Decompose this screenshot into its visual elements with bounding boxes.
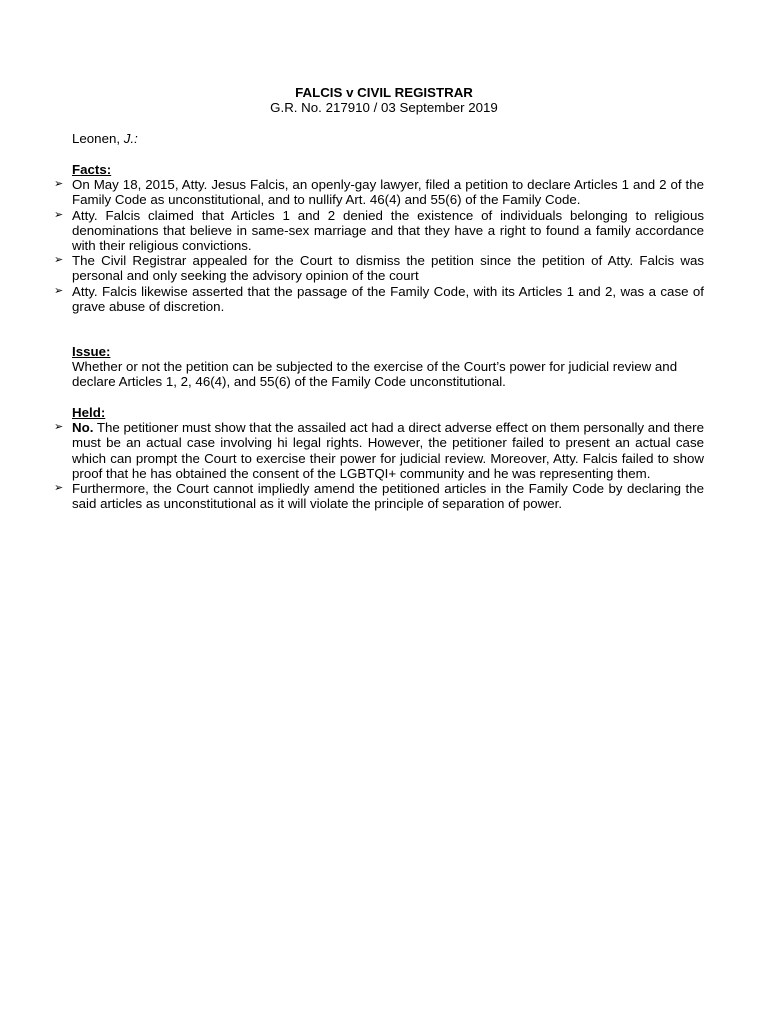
facts-item: [54, 253, 704, 283]
facts-item: [54, 208, 704, 254]
held-section: [54, 405, 704, 511]
arrowhead-bullet-icon: ➢: [54, 254, 64, 267]
facts-list: [54, 177, 704, 314]
facts-item: [54, 177, 704, 207]
ponente: [72, 131, 138, 146]
held-item: [54, 481, 704, 511]
held-item-text: The petitioner must show that the assailed act had a direct adverse effect on them personally and there must be an actual case involving hi legal rights. However, the petitioner failed to present an actual case which can prompt the Court to exercise their power for judicial review. Moreover, Atty. Falcis failed to show proof that he has obtained the consent of the LGBTQI+ community and he was representing them.: [72, 420, 704, 481]
arrowhead-bullet-icon: ➢: [54, 421, 64, 434]
issue-text: Whether or not the petition can be subjected to the exercise of the Court’s power for judicial review and declare Articles 1, 2, 46(4), and 55(6) of the Family Code unconstitutional.: [72, 359, 678, 390]
held-heading: Held:: [72, 405, 106, 420]
held-list: [54, 420, 704, 511]
case-title: FALCIS v CIVIL REGISTRAR: [295, 85, 473, 100]
ponente-suffix: J.:: [123, 131, 138, 146]
held-item-text: Furthermore, the Court cannot impliedly amend the petitioned articles in the Family Code by declaring the said articles as unconstitutional as it will violate the principle of separation of power.: [72, 481, 704, 512]
arrowhead-bullet-icon: ➢: [54, 178, 64, 191]
held-item: [54, 420, 704, 481]
facts-item-text: On May 18, 2015, Atty. Jesus Falcis, an openly-gay lawyer, filed a petition to declare Articles 1 and 2 of the Family Code as unconstitutional, and to nullify Art. 46(4) and 55(6) of the Family Code.: [72, 177, 704, 208]
facts-item-text: Atty. Falcis likewise asserted that the passage of the Family Code, with its Articles 1 and 2, was a case of grave abuse of discretion.: [72, 283, 704, 314]
arrowhead-bullet-icon: ➢: [54, 482, 64, 495]
held-verdict: No.: [72, 420, 94, 436]
facts-item-text: Atty. Falcis claimed that Articles 1 and 2 denied the existence of individuals belonging to religious denominations that believe in same-sex marriage and that they have a right to found a family accordance with their religious convictions.: [72, 207, 704, 254]
case-number: G.R. No. 217910 / 03 September 2019: [270, 100, 498, 115]
ponente-name: Leonen,: [72, 131, 124, 146]
facts-section: [54, 162, 704, 314]
arrowhead-bullet-icon: ➢: [54, 208, 64, 221]
facts-item-text: The Civil Registrar appealed for the Court to dismiss the petition since the petition of Atty. Falcis was personal and only seeking the advisory opinion of the court: [72, 253, 704, 284]
issue-heading: Issue:: [72, 344, 111, 359]
arrowhead-bullet-icon: ➢: [54, 284, 64, 297]
facts-heading: Facts:: [72, 162, 112, 177]
issue-section: [54, 344, 704, 390]
facts-item: [54, 284, 704, 314]
